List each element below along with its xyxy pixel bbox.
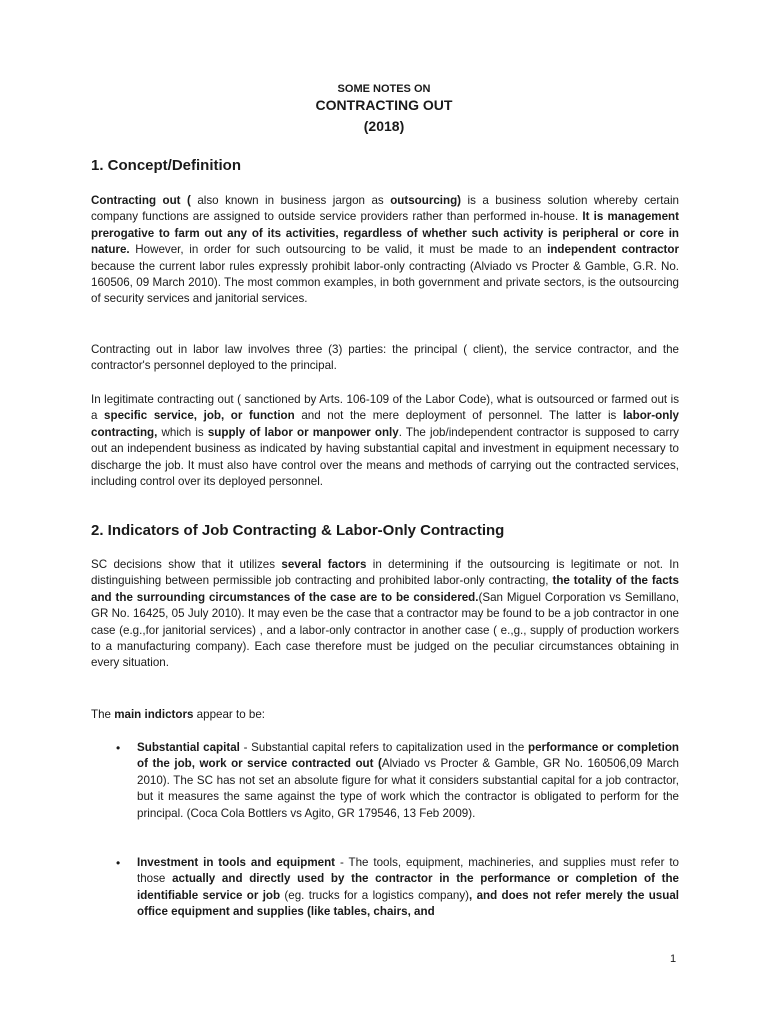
paragraph-definition bbox=[91, 193, 679, 308]
text-bold: main indictors bbox=[114, 708, 194, 721]
text: and not the mere deployment of personnel. The latter is bbox=[294, 409, 623, 423]
title-line-2: CONTRACTING OUT bbox=[315, 97, 453, 113]
text: in determining if the outsourcing is legitimate or not. In distinguishing between permissible job contracting and prohibited labor-only contracting, bbox=[91, 558, 679, 588]
title-line-1: SOME NOTES ON bbox=[337, 83, 431, 95]
bullet-icon: • bbox=[116, 856, 121, 870]
text-bold: labor-only contracting, bbox=[91, 409, 679, 439]
page-number: 1 bbox=[670, 953, 677, 965]
text: also known in business jargon as bbox=[190, 194, 391, 207]
list-item-investment-tools bbox=[137, 855, 679, 921]
text-bold: Investment in tools and equipment bbox=[137, 856, 336, 869]
text: The bbox=[91, 708, 115, 721]
text: - The tools, equipment, machineries, and supplies must refer to those bbox=[137, 856, 679, 886]
paragraph-legitimate-contracting bbox=[91, 392, 679, 490]
text: However, in order for such outsourcing to be valid, it must be made to an bbox=[129, 243, 548, 257]
text-bold: outsourcing) bbox=[390, 194, 462, 207]
text-bold: independent contractor bbox=[547, 243, 679, 257]
text-bold: , and does not refer merely the usual office equipment and supplies (like tables, chairs, and bbox=[137, 888, 680, 919]
text: . The job/independent contractor is supposed to carry out an independent business as indicated by having substantial capital and investment in equipment necessary to discharge the job. It must also have control over the means and methods of carrying out the contracted services, including control over its deployed personnel. bbox=[91, 425, 679, 489]
text-bold: supply of labor or manpower only bbox=[207, 425, 399, 439]
text: - Substantial capital refers to capitalization used in the bbox=[239, 741, 528, 754]
text-bold: several factors bbox=[281, 558, 367, 571]
bullet-icon: • bbox=[116, 741, 121, 755]
text: (San Miguel Corporation vs Semillano, GR No. 16425, 05 July 2010). It may even be the case that a contractor may be found to be a job contractor in one case (e.g.,for janitorial services) , and a labor-only contractor in another case ( e.,g., supply of production workers to a manufacturing company). Each case therefore must be judged on the peculiar circumstances obtaining in every situation. bbox=[91, 590, 679, 670]
text: is a business solution whereby certain company functions are assigned to outside service providers rather than performed in-house. bbox=[91, 194, 679, 224]
text: SC decisions show that it utilizes bbox=[91, 558, 282, 571]
text-bold: Contracting out ( bbox=[91, 194, 191, 207]
paragraph-sc-decisions bbox=[91, 557, 679, 672]
section-1-heading: 1. Concept/Definition bbox=[91, 157, 241, 174]
text: appear to be: bbox=[193, 708, 266, 721]
section-2-heading: 2. Indicators of Job Contracting & Labor-Only Contracting bbox=[91, 522, 505, 539]
text-bold: specific service, job, or function bbox=[104, 409, 295, 423]
text-bold: It is management prerogative to farm out any of its activities, regardless of whether such activity is peripheral or core in nature. bbox=[91, 210, 679, 257]
text: In legitimate contracting out ( sanctioned by Arts. 106-109 of the Labor Code), what is outsourced or farmed out is a bbox=[91, 393, 679, 423]
title-line-3: (2018) bbox=[363, 118, 405, 134]
text: which is bbox=[157, 425, 208, 439]
list-item-substantial-capital bbox=[137, 740, 679, 822]
text: because the current labor rules expressly prohibit labor-only contracting (Alviado vs Procter & Gamble, G.R. No. 160506, 09 March 2010). The most common examples, in both government and private sectors, is the outsourcing of security services and janitorial services. bbox=[91, 259, 679, 306]
text-bold: the totality of the facts and the surrounding circumstances of the case are to be considered. bbox=[91, 574, 679, 604]
text-bold: Substantial capital bbox=[137, 741, 240, 754]
paragraph-parties: Contracting out in labor law involves three (3) parties: the principal ( client), the service contractor, and the contractor's personnel deployed to the principal. bbox=[91, 343, 679, 373]
text-bold: actually and directly used by the contractor in the performance or completion of the identifiable service or job bbox=[137, 872, 680, 902]
text: (eg. trucks for a logistics company) bbox=[280, 888, 470, 902]
text-bold: performance or completion of the job, work or service contracted out ( bbox=[137, 741, 679, 771]
paragraph-main-indicators bbox=[91, 707, 679, 723]
text: Alviado vs Procter & Gamble, GR No. 160506,09 March 2010). The SC has not set an absolute figure for what it considers substantial capital for a job contractor, but it measures the same against the type of work which the contractor is obligated to perform for the principal. (Coca Cola Bottlers vs Agito, GR 179546, 13 Feb 2009). bbox=[137, 757, 679, 820]
